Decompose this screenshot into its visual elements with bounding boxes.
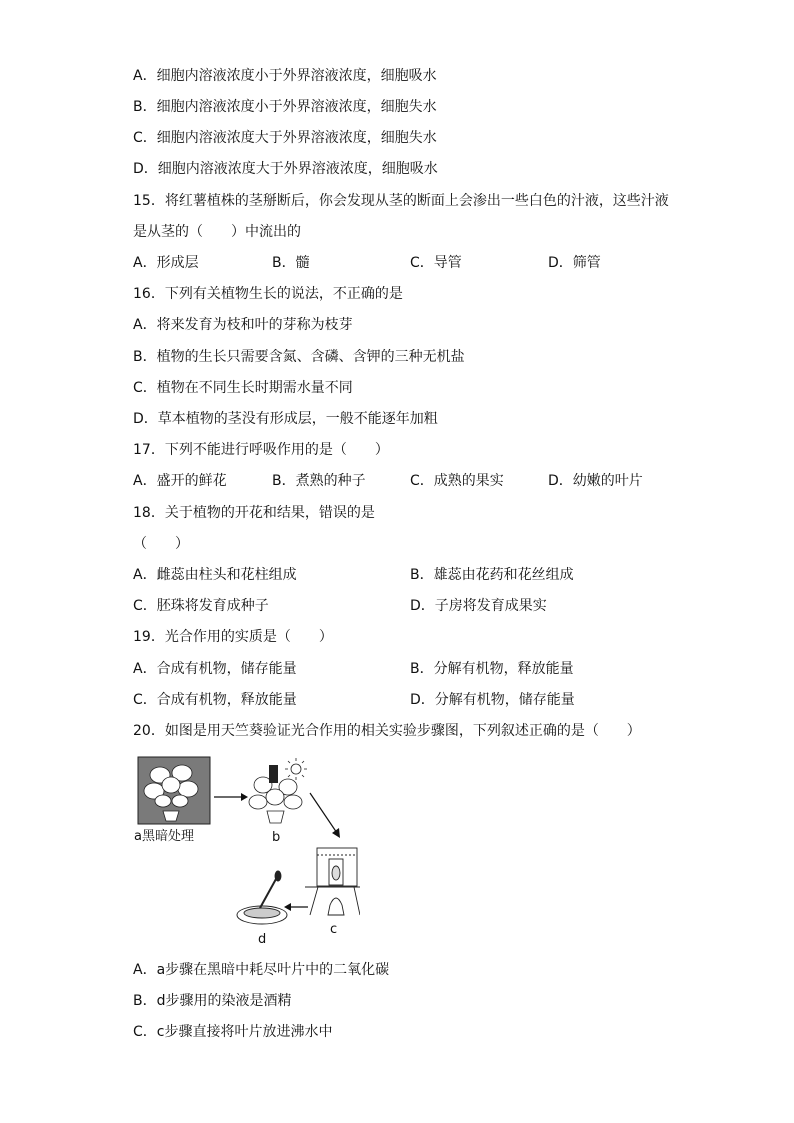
q18-stem-paren: （ ） (133, 536, 189, 552)
q19-option-d: D．分解有机物，储存能量 (410, 692, 575, 708)
q17-option-b: B．煮熟的种子 (272, 473, 366, 489)
q19-option-a: A．合成有机物，储存能量 (133, 661, 297, 677)
q16-stem: 16．下列有关植物生长的说法，不正确的是 (133, 286, 403, 302)
q15-option-d: D．筛管 (548, 255, 601, 271)
q14-option-b: B．细胞内溶液浓度小于外界溶液浓度，细胞失水 (133, 99, 437, 115)
q15-stem-line1: 15．将红薯植株的茎掰断后，你会发现从茎的断面上会渗出一些白色的汁液，这些汁液 (133, 193, 669, 209)
q18-option-c: C．胚珠将发育成种子 (133, 598, 269, 614)
dropper-dish (237, 871, 287, 924)
q14-option-d: D．细胞内溶液浓度大于外界溶液浓度，细胞吸水 (133, 161, 438, 177)
q18-option-a: A．雌蕊由柱头和花柱组成 (133, 567, 297, 583)
q18-option-b: B．雄蕊由花药和花丝组成 (410, 567, 574, 583)
q20-option-c: C．c步骤直接将叶片放进沸水中 (133, 1024, 333, 1040)
arrow-a-to-b (214, 793, 248, 801)
q15-option-a: A．形成层 (133, 255, 199, 271)
water-bath-apparatus (305, 848, 360, 915)
label-b: b (272, 830, 281, 845)
sun-icon (285, 758, 307, 780)
q16-option-d: D．草本植物的茎没有形成层，一般不能逐年加粗 (133, 411, 438, 427)
q20-option-b: B．d步骤用的染液是酒精 (133, 993, 292, 1009)
q15-option-c: C．导管 (410, 255, 462, 271)
q20-stem: 20．如图是用天竺葵验证光合作用的相关实验步骤图，下列叙述正确的是（ ） (133, 723, 641, 739)
label-c: c (330, 922, 338, 937)
dark-treatment-panel (138, 757, 210, 824)
q18-option-d: D．子房将发育成果实 (410, 598, 547, 614)
q20-option-a: A．a步骤在黑暗中耗尽叶片中的二氧化碳 (133, 962, 390, 978)
q16-option-c: C．植物在不同生长时期需水量不同 (133, 380, 353, 396)
q18-stem: 18．关于植物的开花和结果，错误的是 (133, 505, 375, 521)
q17-stem: 17．下列不能进行呼吸作用的是（ ） (133, 442, 389, 458)
q17-option-c: C．成熟的果实 (410, 473, 504, 489)
q16-option-b: B．植物的生长只需要含氮、含磷、含钾的三种无机盐 (133, 349, 465, 365)
q17-option-a: A．盛开的鲜花 (133, 473, 227, 489)
q15-stem-line2: 是从茎的（ ）中流出的 (133, 224, 301, 240)
q19-stem: 19．光合作用的实质是（ ） (133, 629, 333, 645)
q19-option-b: B．分解有机物，释放能量 (410, 661, 574, 677)
label-a: a黑暗处理 (134, 829, 194, 844)
q17-option-d: D．幼嫩的叶片 (548, 473, 643, 489)
q16-option-a: A．将来发育为枝和叶的芽称为枝芽 (133, 317, 353, 333)
arrow-b-to-c (310, 793, 340, 838)
experiment-figure (130, 755, 360, 950)
q19-option-c: C．合成有机物，释放能量 (133, 692, 297, 708)
q14-option-c: C．细胞内溶液浓度大于外界溶液浓度，细胞失水 (133, 130, 437, 146)
q15-option-b: B．髓 (272, 255, 310, 271)
arrow-c-to-d (284, 903, 308, 911)
label-d: d (258, 932, 267, 947)
q14-option-a: A．细胞内溶液浓度小于外界溶液浓度，细胞吸水 (133, 68, 437, 84)
